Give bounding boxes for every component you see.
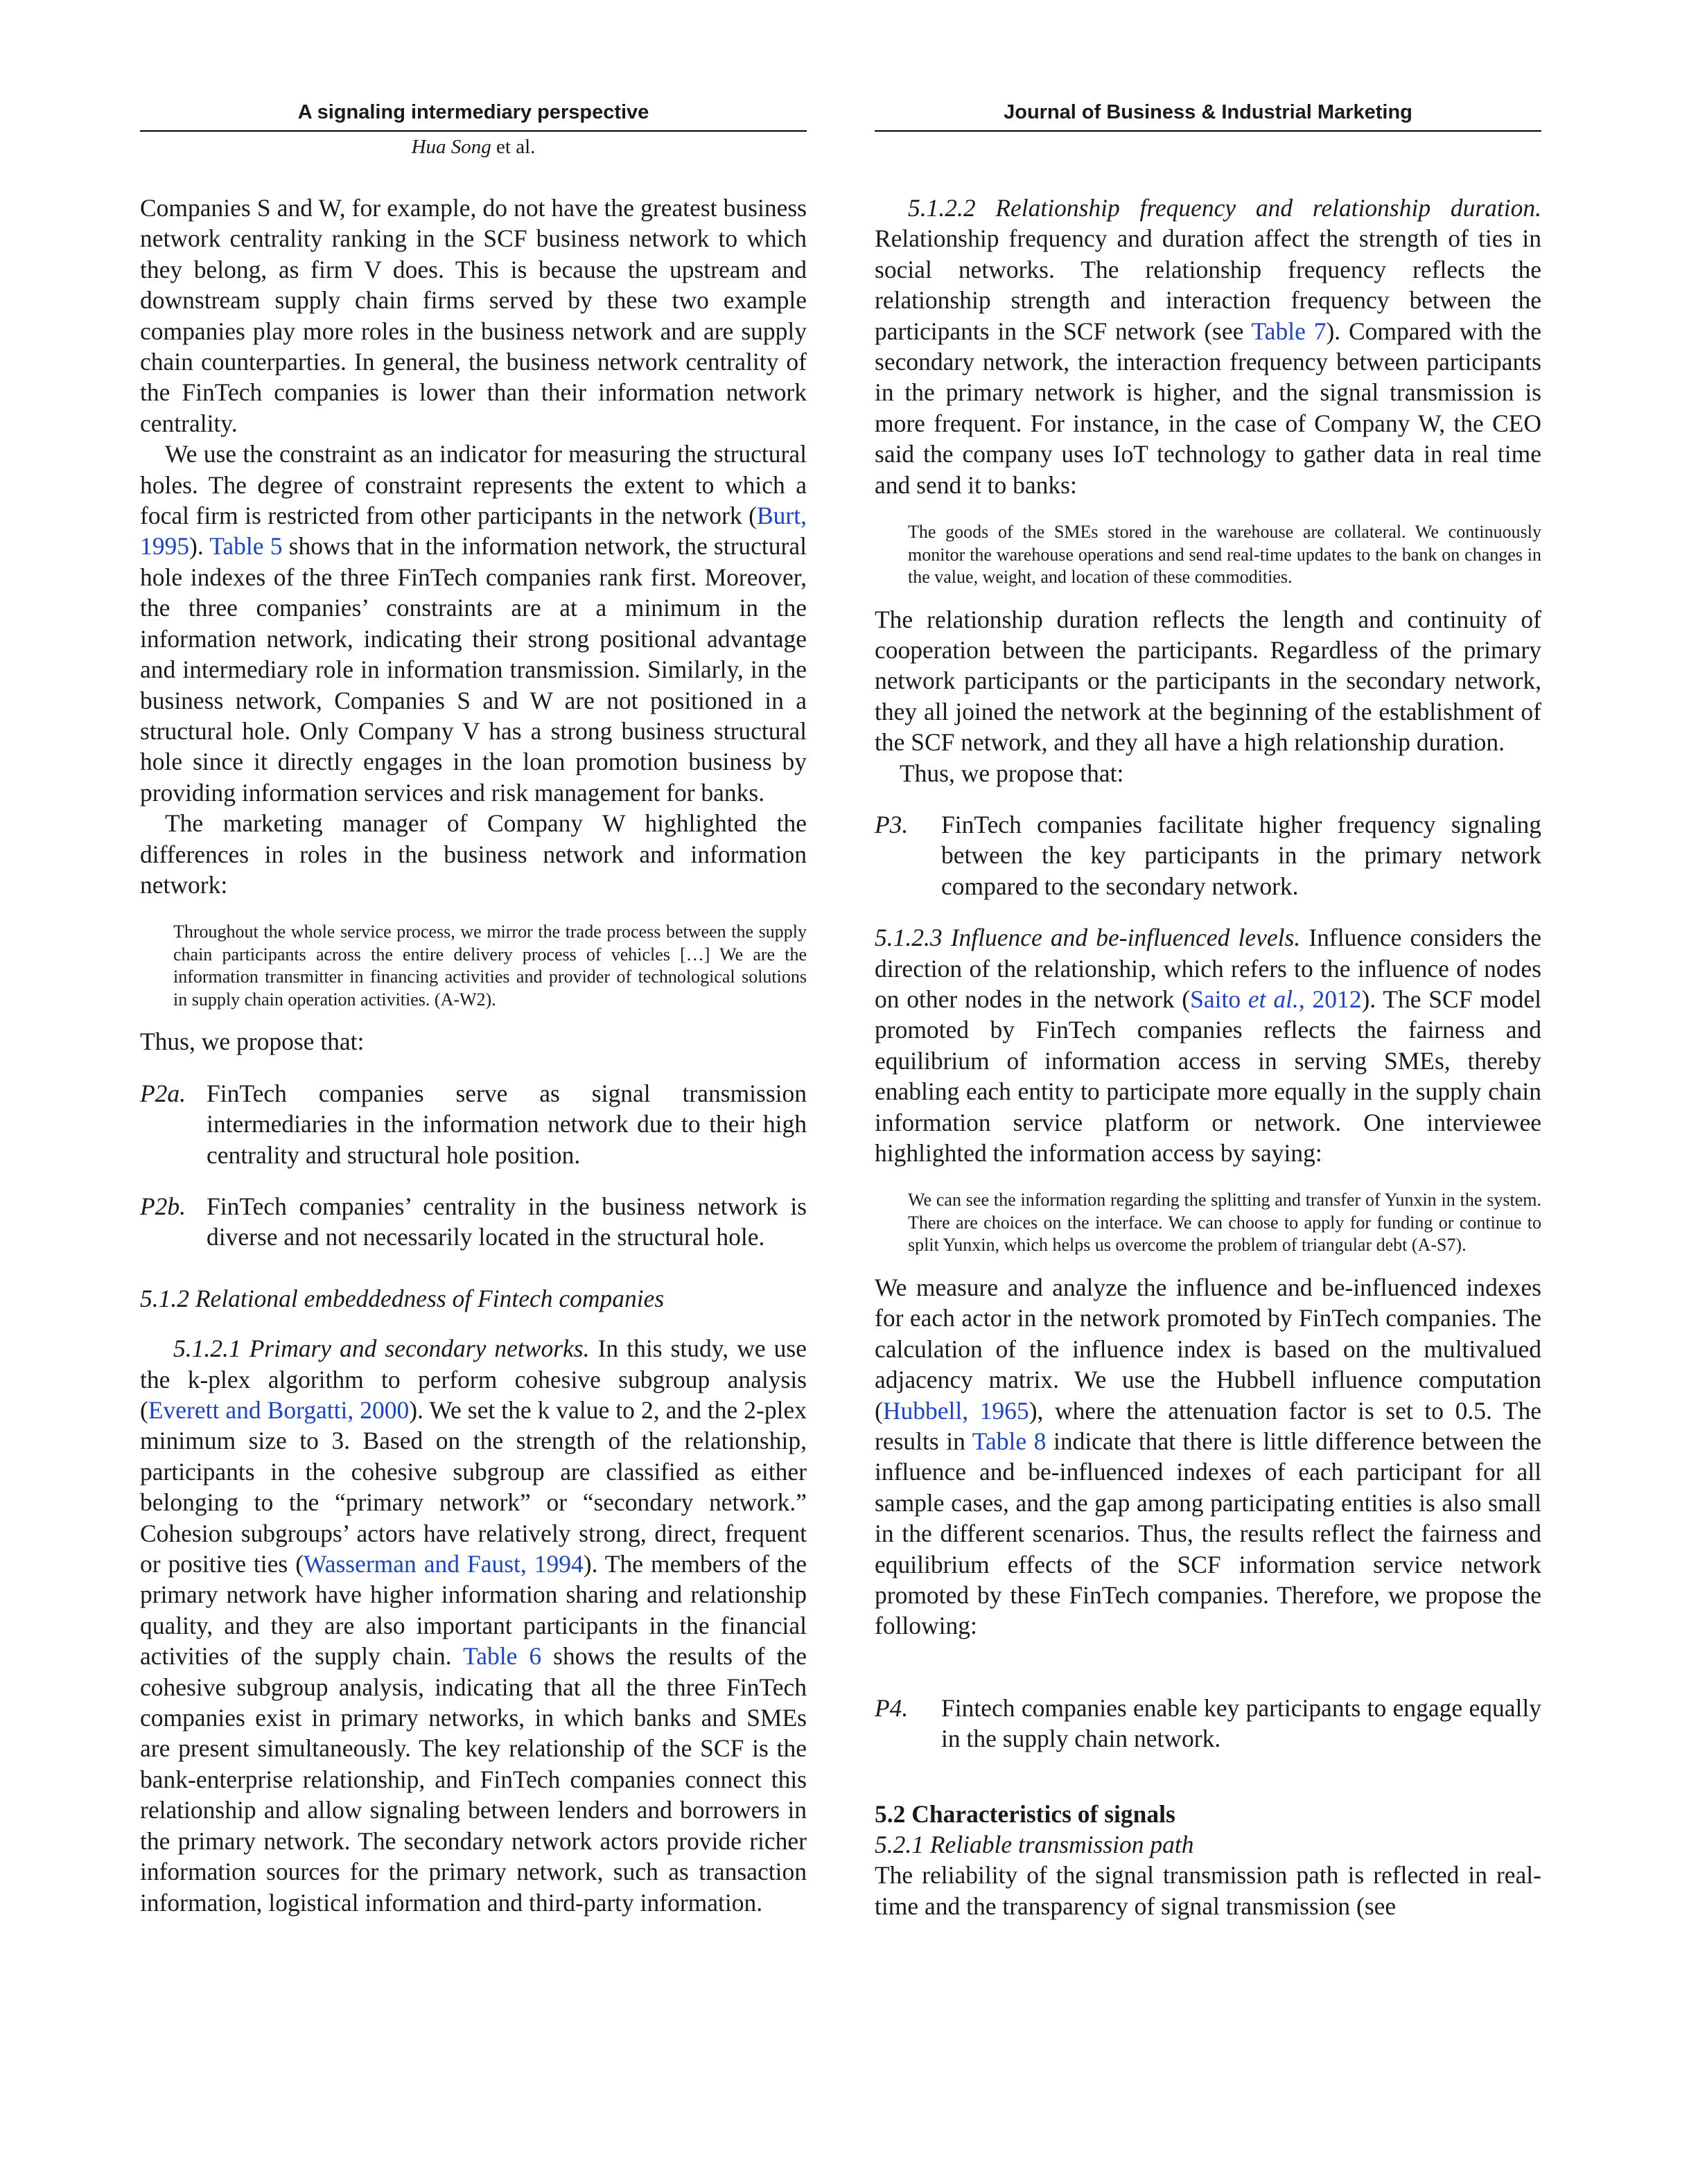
paragraph-marketing-manager: The marketing manager of Company W highlighted the differences in roles in the business network and information network:	[140, 809, 807, 899]
subsection-title: 5.1.2.3 Influence and be-influenced levels.	[875, 924, 1301, 952]
interview-quote-s7: We can see the information regarding the splitting and transfer of Yunxin in the system. There are choices on the interface. We can choose to apply for funding or continue to split Yunxin, which helps us overcome the problem of triangular debt (A-S7).	[908, 1190, 1541, 1256]
running-title-left: A signaling intermediary perspective	[297, 101, 649, 123]
proposition-p3	[875, 809, 1541, 901]
paragraph-frequency-duration	[875, 193, 1541, 500]
section-heading-5-1-2: 5.1.2 Relational embeddedness of Fintech companies	[140, 1284, 665, 1312]
text-run: In this study, we use the k-plex algorithm to perform cohesive subgroup analysis (	[140, 1335, 807, 1424]
interview-quote-ceo: The goods of the SMEs stored in the warehouse are collateral. We continuously monitor the warehouse operations and send real-time updates to the bank on changes in the value, weight, and location of these commodities.	[908, 522, 1541, 588]
paragraph-primary-secondary	[140, 1333, 807, 1918]
table-6-link[interactable]: Table 6	[463, 1642, 542, 1671]
citation-saito[interactable]	[1190, 985, 1361, 1013]
text-run: ). We set the k value to 2, and the 2-plex minimum size to 3. Based on the strength of the relationship, participants in the cohesive subgroup are classified as either belonging to the “primary network” or “secondary network.” Cohesion subgroups’ actors have relatively strong, direct, frequent or positive ties (	[140, 1396, 807, 1578]
left-column	[140, 193, 807, 1918]
proposition-text: Fintech companies enable key participants to engage equally in the supply chain network.	[941, 1693, 1541, 1753]
text-run: We measure and analyze the influence and be-influenced indexes for each actor in the network promoted by FinTech companies. The calculation of the influence index is based on the multivalued adjacency matrix. We use the Hubbell influence computation (	[875, 1273, 1541, 1425]
paragraph-centrality: Companies S and W, for example, do not have the greatest business network centrality ranking in the SCF business network to which they belong, as firm V does. This is because the upstream and downstream supply chain firms served by these two example companies play more roles in the business network and are supply chain counterparties. In general, the business network centrality of the FinTech companies is lower than their information network centrality.	[140, 194, 807, 437]
citation-wasserman[interactable]: Wasserman and Faust, 1994	[304, 1550, 584, 1578]
paragraph-constraint	[140, 439, 807, 808]
proposition-text: FinTech companies’ centrality in the business network is diverse and not necessarily located in the structural hole.	[207, 1192, 807, 1251]
proposition-label: P4.	[875, 1693, 909, 1722]
paragraph-influence	[875, 922, 1541, 1168]
right-column	[875, 193, 1541, 1921]
author-line	[140, 136, 807, 159]
text-run: We use the constraint as an indicator for measuring the structural holes. The degree of constraint represents the extent to which a focal firm is restricted from other participants in the network (	[140, 440, 807, 530]
paragraph-duration: The relationship duration reflects the length and continuity of cooperation between the participants. Regardless of the primary network participants or the participants in the secondary network, they all joined the network at the beginning of the establishment of the SCF network, and they all have a high relationship duration.	[875, 605, 1541, 757]
proposition-p2a	[140, 1078, 807, 1170]
text-run: ). Compared with the secondary network, the interaction frequency between participants in the primary network is higher, and the signal transmission is more frequent. For instance, in the case of Company W, the CEO said the company uses IoT technology to gather data in real time and send it to banks:	[875, 317, 1541, 499]
thus-propose: Thus, we propose that:	[140, 1028, 365, 1056]
thus-propose: Thus, we propose that:	[900, 759, 1124, 787]
text-run: shows that in the information network, the structural hole indexes of the three FinTech companies rank first. Moreover, the three companies’ constraints are at a minimum in the information network, indicating their strong positional advantage and intermediary role in information transmission. Similarly, in the business network, Companies S and W are not positioned in a structural hole. Only Company V has a strong business structural hole since it directly engages in the loan promotion business by providing information services and risk management for banks.	[140, 532, 807, 807]
table-7-link[interactable]: Table 7	[1251, 317, 1327, 345]
citation-hubbell[interactable]: Hubbell, 1965	[882, 1396, 1029, 1425]
proposition-label: P2b.	[140, 1192, 186, 1220]
table-5-link[interactable]: Table 5	[209, 532, 283, 561]
interview-quote-w2: Throughout the whole service process, we mirror the trade process between the supply chain participants across the entire delivery process of vehicles […] We are the information transmitter in financing activities and provider of technological solutions in supply chain operation activities. (A-W2).	[173, 922, 807, 1010]
citation-everett[interactable]: Everett and Borgatti, 2000	[148, 1396, 410, 1424]
subsection-title: 5.1.2.2 Relationship frequency and relationship duration.	[908, 194, 1541, 222]
text-run: et al.	[1248, 985, 1299, 1014]
section-heading-5-2-1: 5.2.1 Reliable transmission path	[875, 1831, 1194, 1859]
paragraph-reliability: The reliability of the signal transmission path is reflected in real-time and the transparency of signal transmission (see	[875, 1861, 1541, 1920]
proposition-p2b	[140, 1191, 807, 1253]
citation-burt[interactable]: Burt, 1995	[140, 502, 807, 561]
author-suffix: et al.	[491, 136, 536, 158]
header-rule-left	[140, 130, 807, 132]
text-run: ), where the attenuation factor is set to 0.5. The results in	[875, 1396, 1541, 1455]
text-run: Saito	[1190, 985, 1248, 1014]
proposition-p4	[875, 1693, 1541, 1754]
journal-title: Journal of Business & Industrial Marketing	[1004, 101, 1412, 123]
section-heading-5-2: 5.2 Characteristics of signals	[875, 1799, 1175, 1828]
subsection-title: 5.1.2.1 Primary and secondary networks.	[173, 1335, 590, 1363]
text-run: Relationship frequency and duration affect the strength of ties in social networks. The relationship frequency reflects the relationship strength and interaction frequency between the participants in the SCF network (see	[875, 224, 1541, 345]
text-run: Influence considers the direction of the relationship, which refers to the influence of nodes on other nodes in the network (	[875, 924, 1541, 1014]
table-8-link[interactable]: Table 8	[972, 1427, 1047, 1455]
proposition-text: FinTech companies serve as signal transmission intermediaries in the information network due to their high centrality and structural hole position.	[207, 1079, 807, 1169]
header-rule-right	[875, 130, 1541, 132]
proposition-label: P3.	[875, 811, 909, 838]
text-run: indicate that there is little difference between the influence and be-influenced indexes of each participant for all sample cases, and the gap among participating entities is also small in the different scenarios. Thus, the results reflect the fairness and equilibrium effects of the SCF information service network promoted by these FinTech companies. Therefore, we propose the following:	[875, 1427, 1541, 1640]
proposition-label: P2a.	[140, 1079, 186, 1107]
text-run: ). The SCF model promoted by FinTech companies reflects the fairness and equilibrium of information access in serving SMEs, thereby enabling each entity to participate more equally in the supply chain information service platform or network. One interviewee highlighted the information access by saying:	[875, 985, 1541, 1168]
author-name: Hua Song	[411, 136, 491, 158]
text-run: ). The members of the primary network have higher information sharing and relationship quality, and they are also important participants in the financial activities of the supply chain.	[140, 1550, 807, 1671]
proposition-text: FinTech companies facilitate higher frequency signaling between the key participants in the primary network compared to the secondary network.	[941, 811, 1541, 900]
text-run: ).	[189, 532, 210, 561]
paragraph-measure	[875, 1272, 1541, 1641]
text-run: shows the results of the cohesive subgroup analysis, indicating that all the three FinTech companies exist in primary networks, in which banks and SMEs are present simultaneously. The key relationship of the SCF is the bank-enterprise relationship, and FinTech companies connect this relationship and allow signaling between lenders and borrowers in the primary network. The secondary network actors provide richer information sources for the primary network, such as transaction information, logistical information and third-party information.	[140, 1642, 807, 1917]
text-run: , 2012	[1298, 985, 1362, 1014]
